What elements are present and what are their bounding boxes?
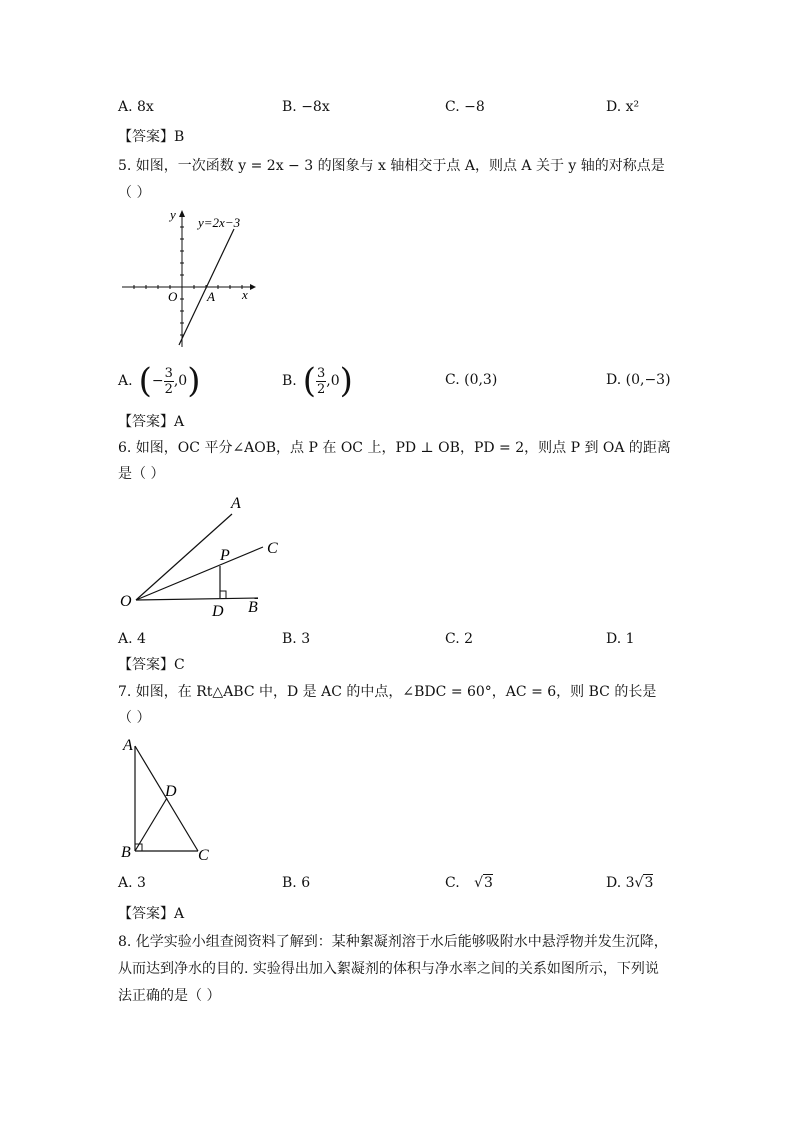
q7-triangle-figure <box>118 734 228 866</box>
q7-option-a: A. 3 <box>118 875 146 891</box>
q4-option-a: A. 8x <box>118 99 154 115</box>
q5-option-a-rparen: ) <box>187 361 201 401</box>
q7-option-d <box>606 873 653 893</box>
q5-y-axis-arrow <box>179 210 185 217</box>
q7-option-d-label: D. 3 <box>606 875 635 891</box>
q6-right-angle-mark <box>220 591 226 598</box>
q7-segment-bd <box>135 798 167 851</box>
q7-label-a: A <box>123 737 133 754</box>
q5-graph-figure <box>118 205 258 350</box>
q5-stem: 5. 如图，一次函数 y = 2x − 3 的图象与 x 轴相交于点 A，则点 A 关于 y 轴的对称点是 <box>118 158 665 174</box>
q6-label-d: D <box>212 603 224 620</box>
q5-option-b <box>282 361 353 401</box>
q6-option-b: B. 3 <box>282 631 311 647</box>
q6-option-a: A. 4 <box>118 631 146 647</box>
q4-option-d: D. x² <box>606 99 640 115</box>
q5-ticks <box>134 227 242 335</box>
q5-label-origin: O <box>168 289 178 304</box>
q5-option-a-fraction: $\frac{3}{2}$ <box>164 365 173 397</box>
q7-option-b: B. 6 <box>282 875 311 891</box>
q5-option-a-zero: ,0 <box>173 373 188 389</box>
q5-option-a-label: A. <box>118 373 133 389</box>
q7-option-d-sqrt: √3 <box>634 875 654 891</box>
q4-answer: 【答案】B <box>118 129 185 145</box>
q7-option-c <box>445 873 493 893</box>
q5-option-a-minus: − <box>151 373 164 389</box>
q4-option-c: C. −8 <box>445 99 485 115</box>
q7-option-c-sqrt: √3 <box>474 875 493 891</box>
q6-label-b: B <box>248 599 258 616</box>
q7-stem: 7. 如图，在 Rt△ABC 中，D 是 AC 的中点，∠BDC = 60°，AC = 6，则 BC 的长是 <box>118 684 657 700</box>
q8-stem-line2: 从而达到净水的目的. 实验得出加入絮凝剂的体积与净水率之间的关系如图所示，下列说 <box>118 961 659 977</box>
q6-stem-continued: 是（ ） <box>118 466 165 482</box>
q4-option-b: B. −8x <box>282 99 330 115</box>
q5-label-equation: y=2x−3 <box>198 215 241 230</box>
q6-stem: 6. 如图，OC 平分∠AOB，点 P 在 OC 上，PD ⊥ OB，PD = 2，则点 P 到 OA 的距离 <box>118 440 671 456</box>
q5-label-y: y <box>170 207 176 222</box>
q5-option-d: D. (0,−3) <box>606 372 671 388</box>
q5-option-b-fraction: $\frac{3}{2}$ <box>317 365 326 397</box>
q6-label-p: P <box>220 547 230 564</box>
q6-ray-ob <box>136 598 258 600</box>
q5-option-c: C. (0,3) <box>445 372 498 388</box>
q6-ray-oa <box>136 514 232 600</box>
q7-option-c-label: C. <box>445 875 460 891</box>
q6-angle-figure <box>118 490 288 625</box>
q5-stem-paren: （ ） <box>118 185 151 201</box>
q6-ray-oc <box>136 547 263 600</box>
q8-stem-line1: 8. 化学实验小组查阅资料了解到：某种絮凝剂溶于水后能够吸附水中悬浮物并发生沉降， <box>118 934 668 950</box>
q6-label-c: C <box>267 540 278 557</box>
q5-label-a: A <box>207 289 215 304</box>
q5-option-b-zero: ,0 <box>326 373 340 389</box>
q5-option-b-label: B. <box>282 373 297 389</box>
q6-option-d: D. 1 <box>606 631 635 647</box>
q5-option-b-rparen: ) <box>339 361 353 401</box>
q6-answer: 【答案】C <box>118 657 185 673</box>
q6-label-a: A <box>231 495 241 512</box>
q7-stem-paren: （ ） <box>118 710 151 726</box>
q6-label-o: O <box>120 593 132 610</box>
q7-label-b: B <box>121 844 131 861</box>
q5-answer: 【答案】A <box>118 414 185 430</box>
q7-label-d: D <box>165 783 177 800</box>
q5-x-axis-arrow <box>250 284 256 290</box>
q5-option-b-lparen: ( <box>302 361 317 401</box>
q7-answer: 【答案】A <box>118 906 185 922</box>
q8-stem-line3: 法正确的是（ ） <box>118 988 221 1004</box>
q5-option-a <box>118 361 200 401</box>
q7-label-c: C <box>198 847 209 864</box>
q5-label-x: x <box>242 287 248 302</box>
q5-option-a-lparen: ( <box>138 361 152 401</box>
q6-option-c: C. 2 <box>445 631 474 647</box>
